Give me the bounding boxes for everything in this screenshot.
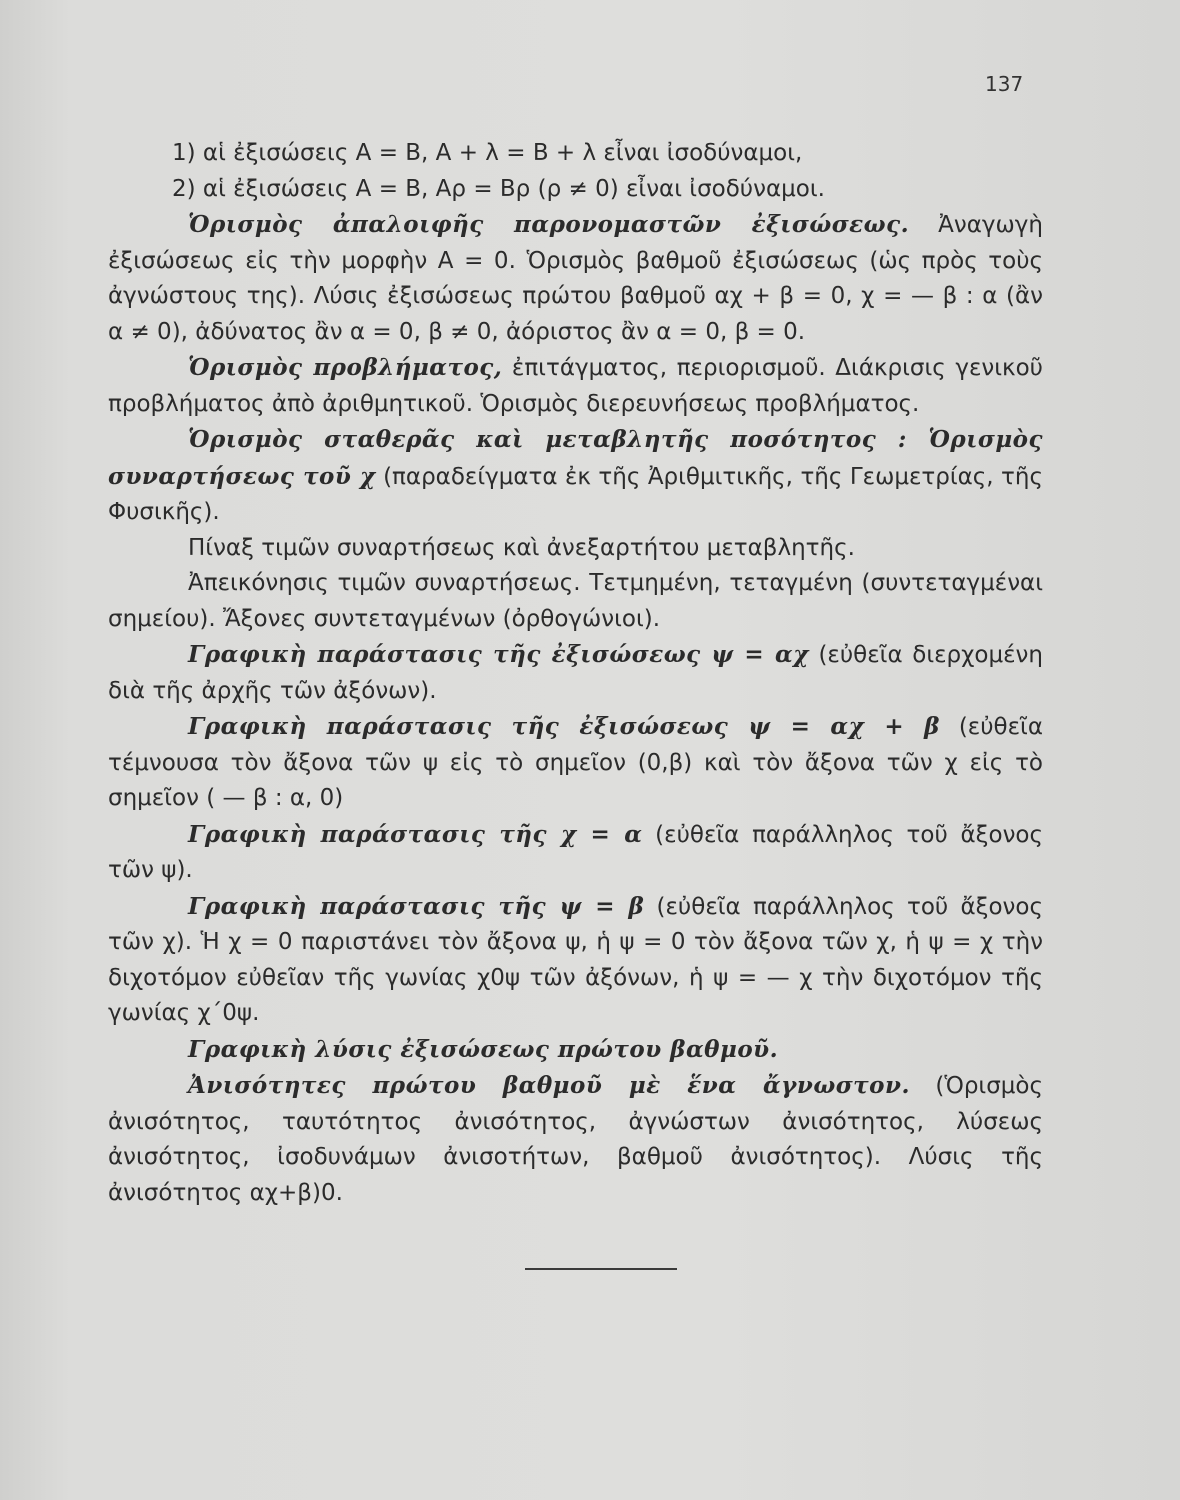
- paragraph-graph-y-ax-b: [108, 709, 1043, 817]
- statement-line-1: 1) αἱ ἐξισώσεις Α = Β, Α + λ = Β + λ εἶναι ἰσοδύναμοι,: [172, 140, 803, 166]
- paragraph-text: (εὐθεῖα διερχομένη διὰ τῆς ἀρχῆς τῶν ἀξόνων).: [108, 642, 1043, 704]
- page-body: [108, 136, 1043, 1211]
- heading-inequalities: Ἀνισότητες πρώτου βαθμοῦ μὲ ἕνα ἄγνωστον.: [188, 1072, 910, 1099]
- paragraph-graph-y-b: [108, 889, 1043, 1032]
- heading-problem: Ὁρισμὸς προβλήματος,: [188, 354, 503, 381]
- paragraph-text: (παραδείγματα ἐκ τῆς Ἀριθμιτικῆς, τῆς Γεωμετρίας, τῆς Φυσικῆς).: [108, 463, 1043, 525]
- section-end-rule: [525, 1268, 677, 1270]
- heading-function: Ὁρισμὸς συναρτήσεως τοῦ χ: [108, 426, 1043, 490]
- heading-elimination: Ὁρισμὸς ἀπαλοιφῆς παρονομαστῶν ἐξισώσεως.: [188, 211, 910, 238]
- paragraph-problem-definition: [108, 350, 1043, 422]
- paragraph-text: ἐπιτάγματος, περιορισμοῦ. Διάκρισις γενικοῦ προβλήματος ἀπὸ ἀριθμητικοῦ. Ὁρισμὸς διερευνήσεως προβλήματος.: [108, 355, 1043, 417]
- heading-graph-y-ax-b: Γραφικὴ παράστασις τῆς ἐξισώσεως ψ = αχ + β: [188, 713, 940, 740]
- paragraph-text: (εὐθεῖα τέμνουσα τὸν ἄξονα τῶν ψ εἰς τὸ σημεῖον (0,β) καὶ τὸν ἄξονα τῶν χ εἰς τὸ σημεῖον ( — β : α, 0): [108, 714, 1043, 811]
- paragraph-inequalities: [108, 1068, 1043, 1211]
- paragraph-graph-y-ax: [108, 637, 1043, 709]
- heading-graph-x-a: Γραφικὴ παράστασις τῆς χ = α: [188, 820, 643, 848]
- paragraph-text: (εὐθεῖα παράλληλος τοῦ ἄξονος τῶν χ). Ἡ χ = 0 παριστάνει τὸν ἄξονα ψ, ἡ ψ = 0 τὸν ἄξονα τῶν χ, ἡ ψ = χ τὴν διχοτόμον εὐθεῖαν τῆς γωνίας χ0ψ τῶν ἀξόνων, ἡ ψ = — χ τὴν διχοτόμον τῆς γωνίας χ΄0ψ.: [108, 893, 1043, 1026]
- paragraph-text: (Ὁρισμὸς ἀνισότητος, ταυτότητος ἀνισότητος, ἀγνώστων ἀνισότητος, λύσεως ἀνισότητος, ἰσοδυνάμων ἀνισοτήτων, βαθμοῦ ἀνισότητος). Λύσις τῆς ἀνισότητος αχ+β)0.: [108, 1073, 1043, 1206]
- paragraph-equation-elimination: [108, 207, 1043, 350]
- paragraph-function-definition: [108, 422, 1043, 531]
- heading-graph-y-ax: Γραφικὴ παράστασις τῆς ἐξισώσεως ψ = αχ: [188, 641, 809, 668]
- page-number: 137: [985, 72, 1024, 96]
- paragraph-text: Ἀναγωγὴ ἐξισώσεως εἰς τὴν μορφὴν Α = 0. Ὁρισμὸς βαθμοῦ ἐξισώσεως (ὡς πρὸς τοὺς ἀγνώστους της). Λύσις ἐξισώσεως πρώτου βαθμοῦ αχ + β = 0, χ = — β : α (ἂν α ≠ 0), ἀδύνατος ἂν α = 0, β ≠ 0, ἀόριστος ἂν α = 0, β = 0.: [108, 212, 1043, 345]
- statement-line-2: 2) αἱ ἐξισώσεις Α = Β, Αρ = Βρ (ρ ≠ 0) εἶναι ἰσοδύναμοι.: [172, 175, 825, 202]
- paragraph-axes: Ἀπεικόνησις τιμῶν συναρτήσεως. Τετμημένη, τεταγμένη (συντεταγμέναι σημείου). Ἄξονες συντεταγμένων (ὀρθογώνιοι).: [108, 570, 1043, 632]
- heading-graph-y-b: Γραφικὴ παράστασις τῆς ψ = β: [188, 892, 645, 920]
- paragraph-graph-x-a: [108, 817, 1043, 889]
- paragraph-text: (εὐθεῖα παράλληλος τοῦ ἄξονος τῶν ψ).: [108, 821, 1043, 883]
- heading-constant-variable: Ὁρισμὸς σταθερᾶς καὶ μεταβλητῆς ποσότητος :: [188, 426, 907, 453]
- heading-graphical-solution: Γραφικὴ λύσις ἐξισώσεως πρώτου βαθμοῦ.: [188, 1035, 779, 1063]
- paragraph-graphical-solution: [108, 1032, 1043, 1069]
- paragraph-value-table: Πίναξ τιμῶν συναρτήσεως καὶ ἀνεξαρτήτου μεταβλητῆς.: [188, 534, 855, 561]
